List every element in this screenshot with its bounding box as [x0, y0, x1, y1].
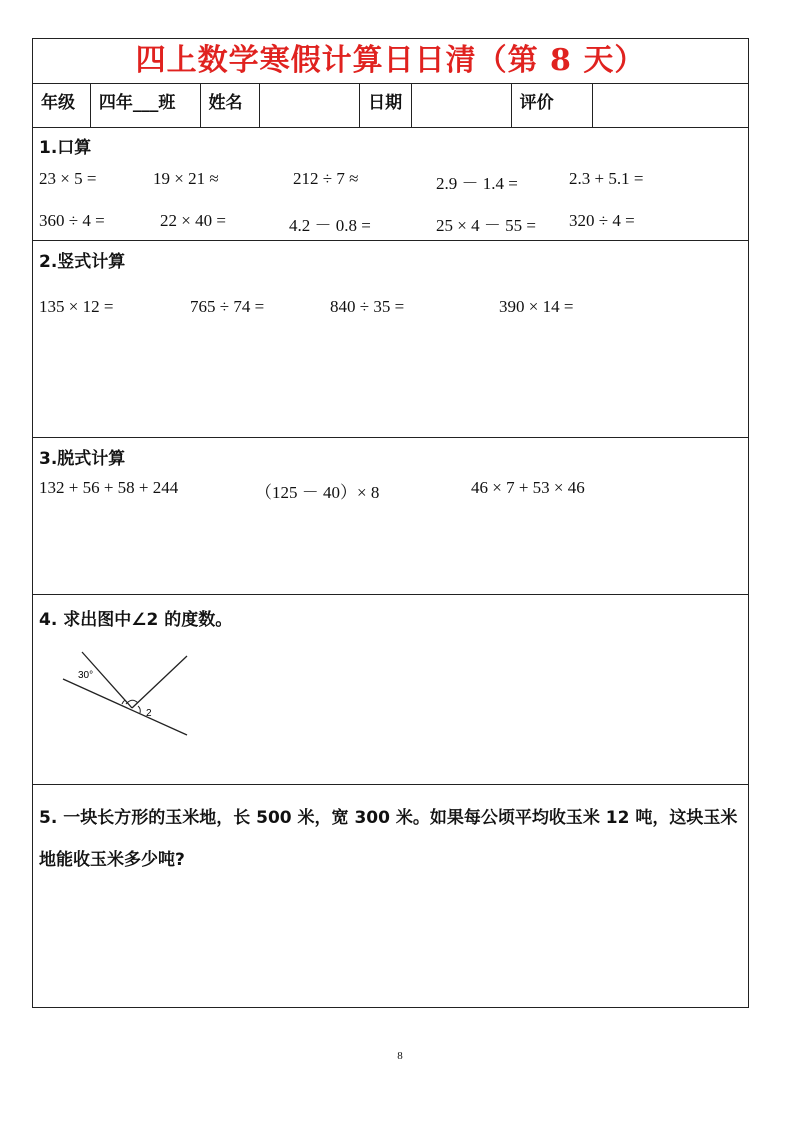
grade-label: 年级: [33, 83, 91, 127]
oral-problem: 360 ÷ 4 =: [39, 211, 105, 230]
section-angle: [33, 595, 748, 785]
section-title: 3.脱式计算: [39, 449, 126, 469]
section-title: 4. 求出图中∠2 的度数。: [39, 610, 233, 630]
angle-figure: [58, 647, 218, 757]
date-label: 日期: [360, 83, 412, 127]
name-label: 姓名: [201, 83, 261, 127]
vertical-problem: 840 ÷ 35 =: [330, 297, 405, 316]
word-problem-text: 5. 一块长方形的玉米地，长 500 米，宽 300 米。如果每公顷平均收玉米 12 吨，这块玉米地能收玉米多少吨?: [39, 808, 738, 870]
eval-field[interactable]: [593, 83, 748, 127]
vertical-problem: 390 × 14 =: [499, 297, 574, 316]
section-title: 1.口算: [39, 138, 92, 158]
oral-problem: 4.2 － 0.8 =: [289, 216, 371, 235]
info-row: [33, 83, 748, 128]
oral-problem: 2.3 + 5.1 =: [569, 169, 644, 188]
page-number: 8: [397, 1050, 403, 1062]
section-stepwise-calc: [33, 438, 748, 595]
date-field[interactable]: [412, 83, 512, 127]
angle-30-label: 30°: [78, 670, 94, 681]
stepwise-problem: 132 + 56 + 58 + 244: [39, 478, 179, 497]
oral-problem: 22 × 40 =: [160, 211, 226, 230]
vertical-problem: 765 ÷ 74 =: [190, 297, 265, 316]
angle-arc-30: [122, 700, 125, 704]
eval-label: 评价: [512, 83, 594, 127]
oral-problem: 212 ÷ 7 ≈: [293, 169, 359, 188]
vertical-problem: 135 × 12 =: [39, 297, 114, 316]
stepwise-problem: 46 × 7 + 53 × 46: [471, 478, 585, 497]
section-oral-calc: [33, 127, 748, 241]
oral-problem: 23 × 5 =: [39, 169, 97, 188]
section-title: 2.竖式计算: [39, 252, 126, 272]
oral-problem: 320 ÷ 4 =: [569, 211, 635, 230]
base-line: [63, 679, 187, 735]
stepwise-problem: （125 － 40）× 8: [255, 483, 380, 502]
oral-problem: 25 × 4 － 55 =: [436, 216, 536, 235]
oral-problem: 19 × 21 ≈: [153, 169, 219, 188]
angle-arc-2: [138, 706, 140, 713]
class-label: 四年___班: [91, 83, 201, 127]
oral-problem: 2.9 － 1.4 =: [436, 174, 518, 193]
worksheet: [32, 38, 749, 1008]
worksheet-title: 四上数学寒假计算日日清（第 8 天）: [33, 39, 748, 84]
section-word-problem: [33, 785, 748, 1007]
right-ray: [132, 656, 187, 708]
angle-2-label: 2: [146, 708, 152, 719]
name-field[interactable]: [260, 83, 360, 127]
section-vertical-calc: [33, 241, 748, 438]
